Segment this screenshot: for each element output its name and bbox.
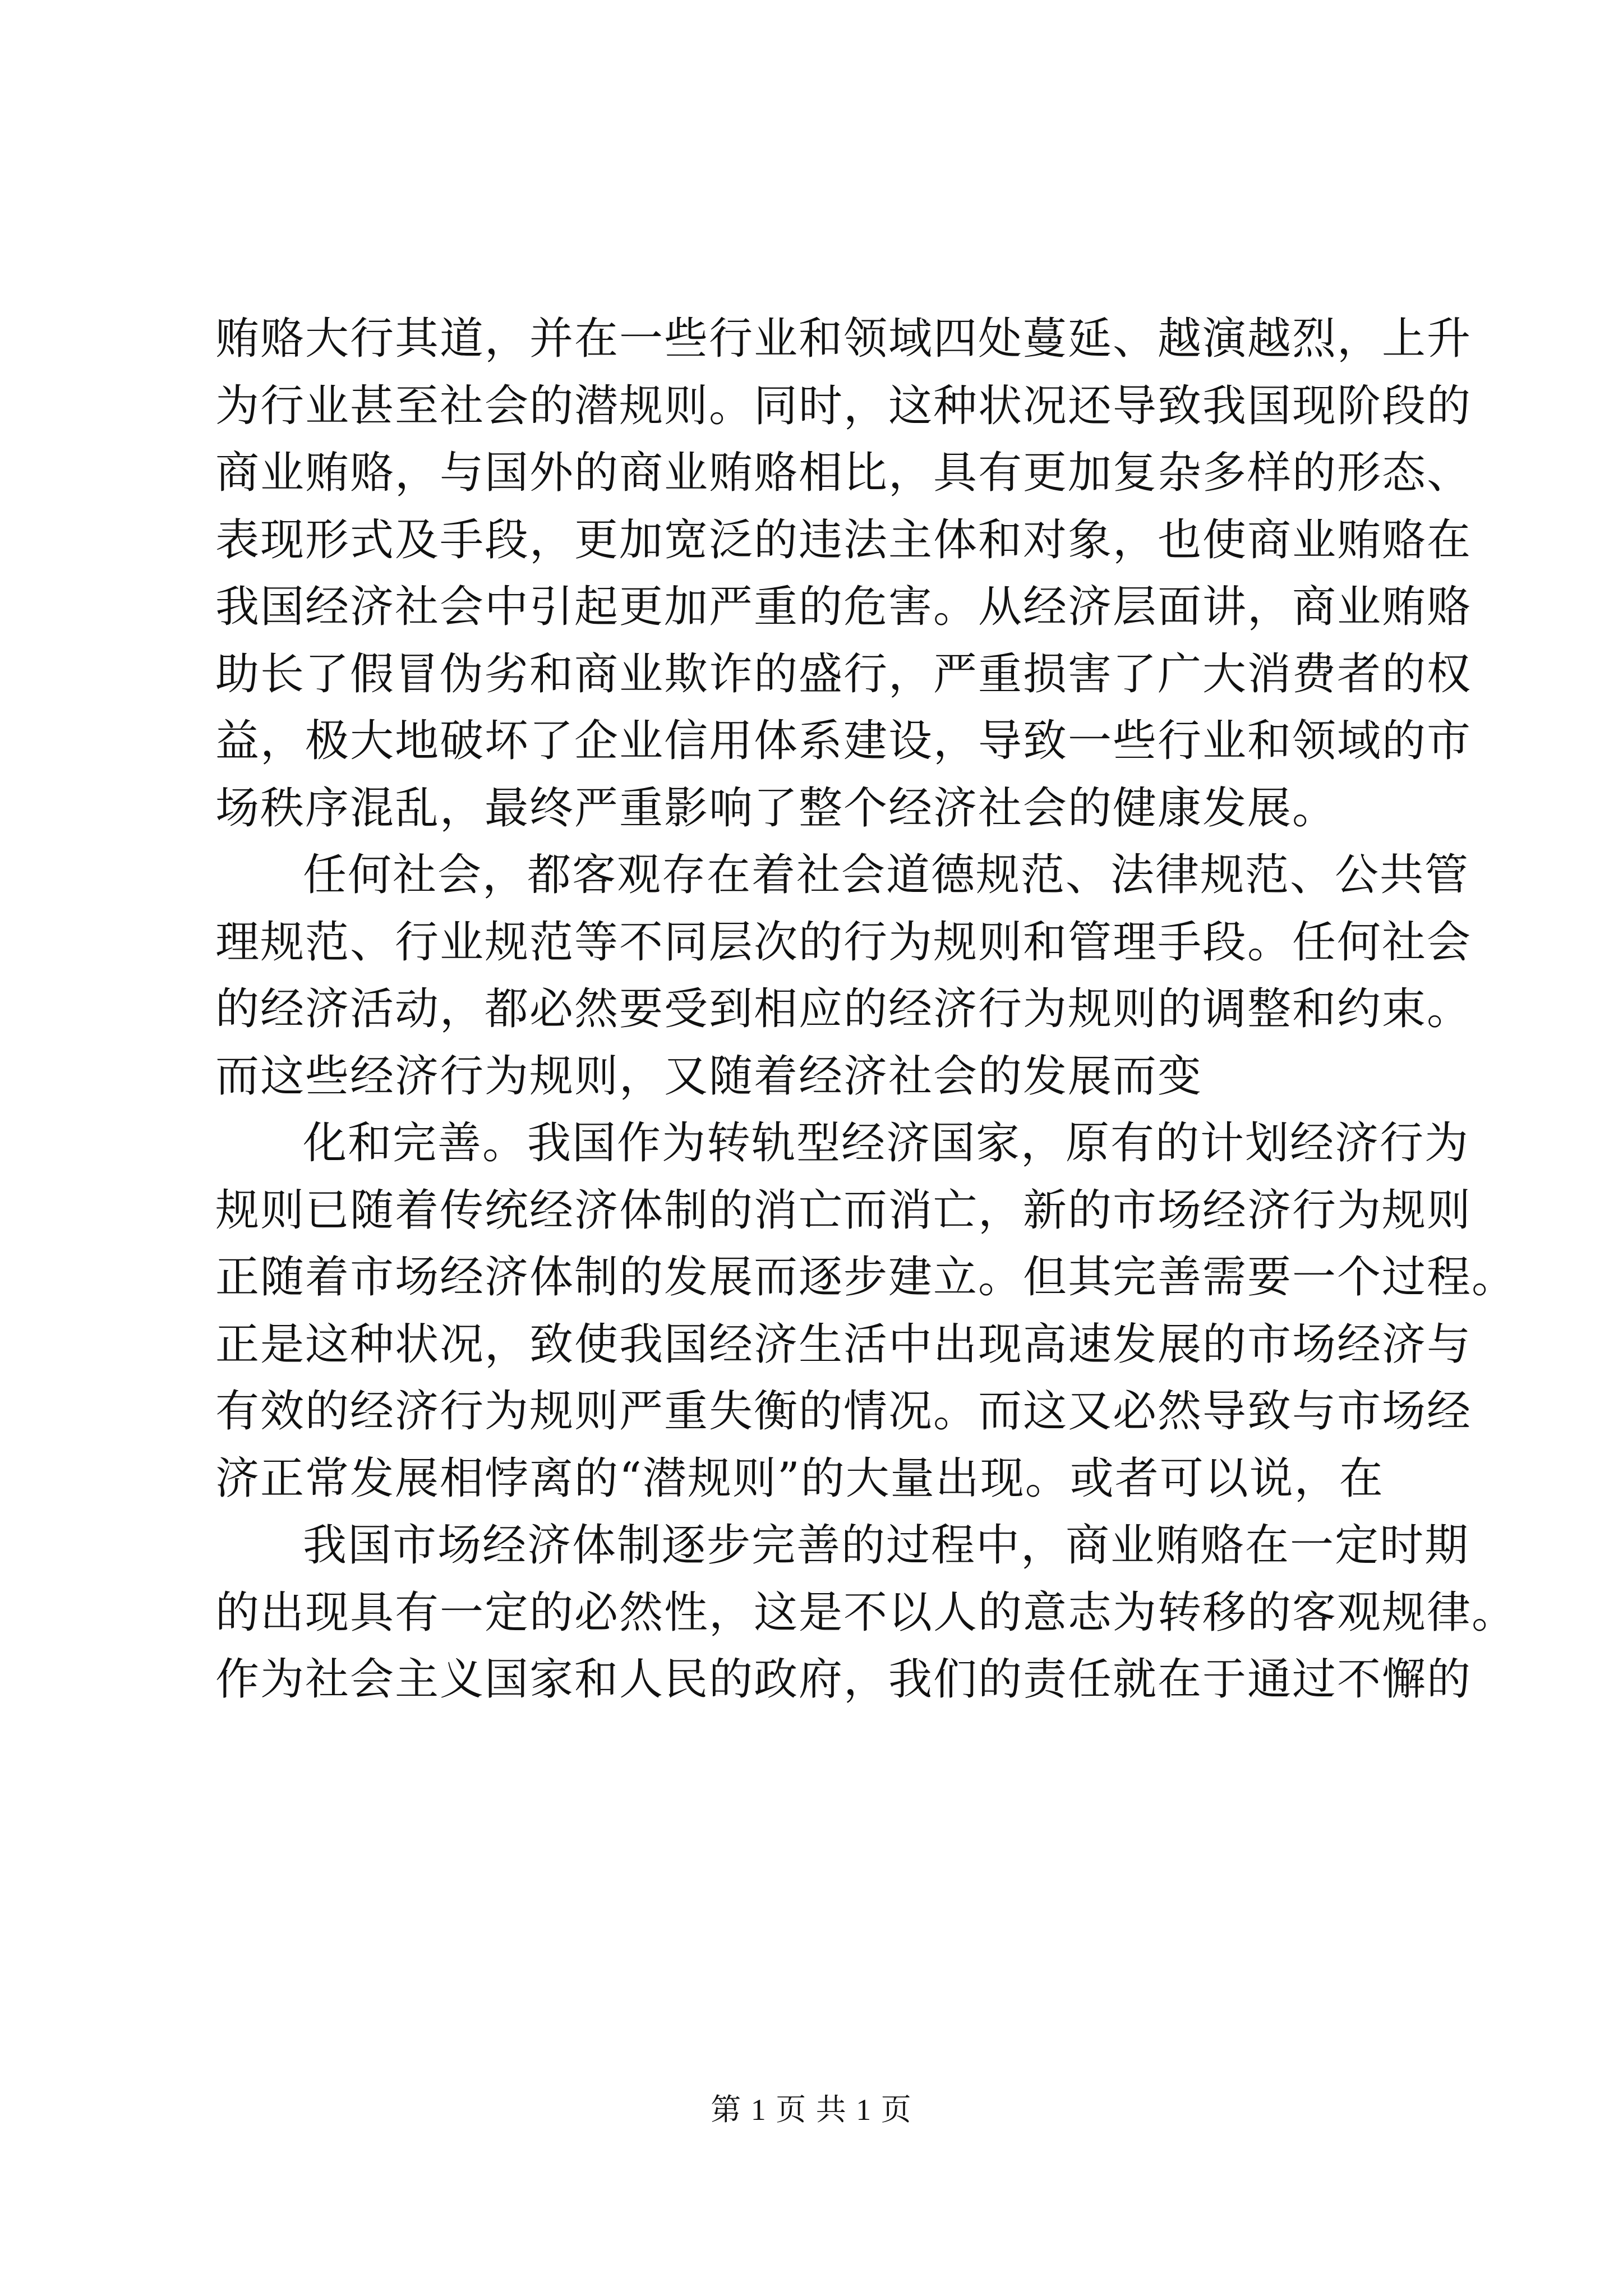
text-line: 规则已随着传统经济体制的消亡而消亡，新的市场经济行为规则 xyxy=(215,1185,1472,1236)
text-line: 助长了假冒伪劣和商业欺诈的盛行，严重损害了广大消费者的权 xyxy=(215,648,1472,700)
paragraph-first-line: 任何社会，都客观存在着社会道德规范、法律规范、公共管 xyxy=(303,850,1470,900)
text-line: 益，极大地破坏了企业信用体系建设，导致一些行业和领域的市 xyxy=(215,716,1472,766)
text-line: 的经济活动，都必然要受到相应的经济行为规则的调整和约束。 xyxy=(215,984,1472,1034)
text-line: 场秩序混乱，最终严重影响了整个经济社会的健康发展。 xyxy=(215,783,1338,834)
text-line: 的出现具有一定的必然性，这是不以人的意志为转移的客观规律。 xyxy=(215,1587,1517,1638)
document-body xyxy=(215,306,1517,1714)
text-line: 济正常发展相悖离的“潜规则”的大量出现。或者可以说，在 xyxy=(215,1453,1384,1504)
text-line: 商业贿赂，与国外的商业贿赂相比，具有更加复杂多样的形态、 xyxy=(215,448,1472,498)
text-line: 为行业甚至社会的潜规则。同时，这种状况还导致我国现阶段的 xyxy=(215,380,1472,431)
paragraph-first-line: 化和完善。我国作为转轨型经济国家，原有的计划经济行为 xyxy=(303,1118,1470,1168)
text-line: 正随着市场经济体制的发展而逐步建立。但其完善需要一个过程。 xyxy=(215,1252,1517,1303)
text-line: 作为社会主义国家和人民的政府，我们的责任就在于通过不懈的 xyxy=(215,1654,1472,1705)
text-line: 我国经济社会中引起更加严重的危害。从经济层面讲，商业贿赂 xyxy=(215,582,1472,632)
text-line: 理规范、行业规范等不同层次的行为规则和管理手段。任何社会 xyxy=(215,917,1472,968)
text-line: 而这些经济行为规则，又随着经济社会的发展而变 xyxy=(215,1051,1203,1102)
page-number-footer: 第 1 页 共 1 页 xyxy=(711,2093,912,2127)
paragraph-first-line: 我国市场经济体制逐步完善的过程中，商业贿赂在一定时期 xyxy=(303,1520,1470,1571)
text-line: 有效的经济行为规则严重失衡的情况。而这又必然导致与市场经 xyxy=(215,1386,1472,1437)
text-line: 表现形式及手段，更加宽泛的违法主体和对象，也使商业贿赂在 xyxy=(215,514,1472,565)
text-line: 正是这种状况，致使我国经济生活中出现高速发展的市场经济与 xyxy=(215,1319,1472,1370)
text-line: 贿赂大行其道，并在一些行业和领域四处蔓延、越演越烈，上升 xyxy=(215,314,1472,364)
